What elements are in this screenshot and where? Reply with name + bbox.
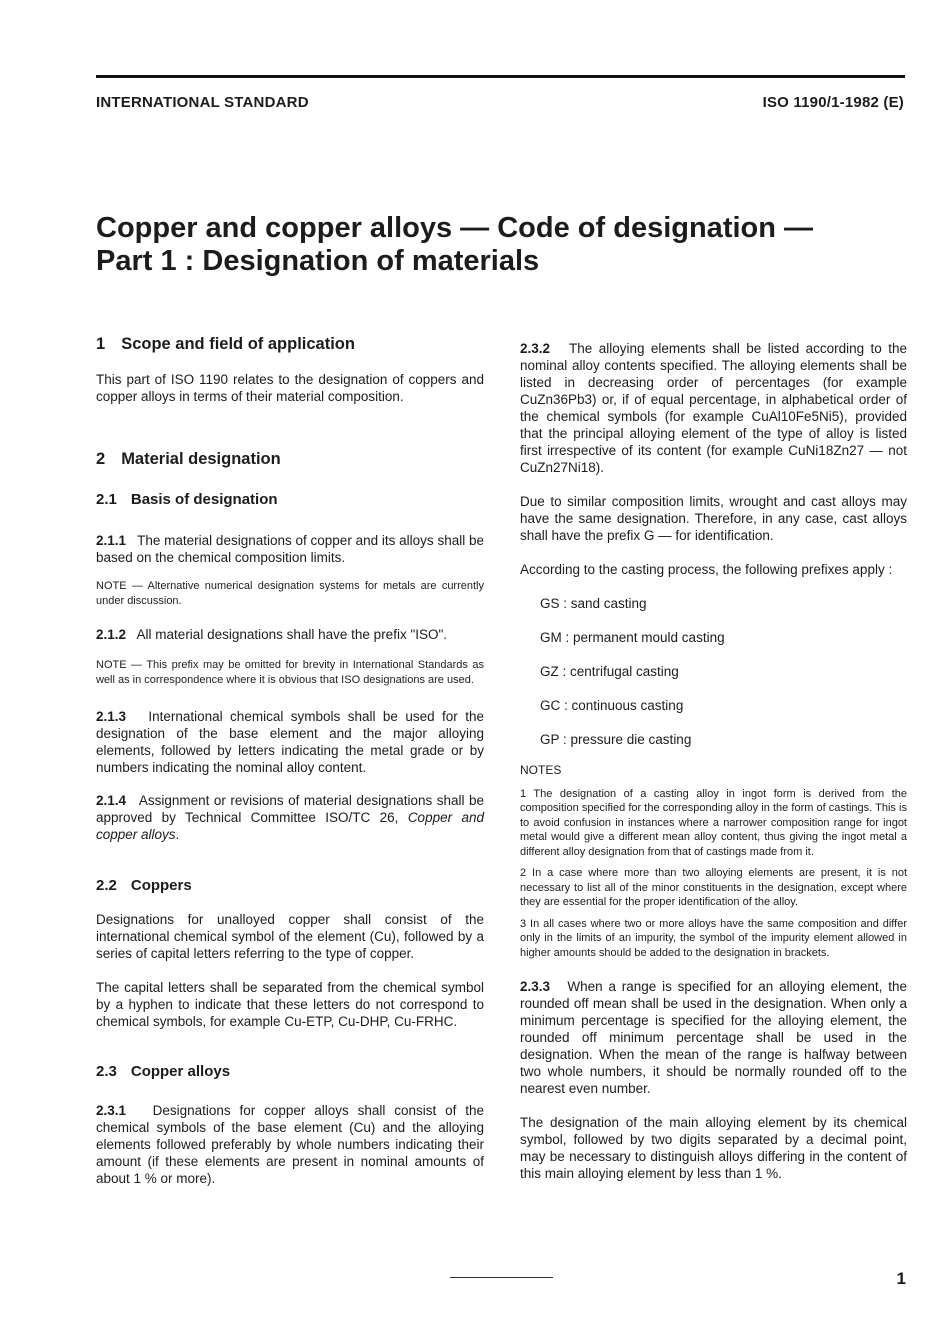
page-number: 1 [896, 1269, 906, 1288]
clause-2-1-3: 2.1.3 International chemical symbols shall be used for the designation of the base element and the major alloying elements, followed by letters indicating the metal grade or by numbers indicating the nominal alloy content. [96, 709, 484, 775]
section-2-3-heading: 2.3 Copper alloys [96, 1063, 231, 1080]
section-2-2-text-1: Designations for unalloyed copper shall consist of the international chemical symbol of the element (Cu), followed by a series of capital letters referring to the type of copper. [96, 912, 484, 961]
note-2-1-1: NOTE — Alternative numerical designation systems for metals are currently under discussion. [96, 580, 484, 607]
prefix-gs: GS : sand casting [540, 596, 647, 611]
section-1-heading: 1 Scope and field of application [96, 335, 355, 353]
note-2: 2 In a case where more than two alloying elements are present, it is not necessary to list all of the minor constituents in the designation, except where they are essential for the proper identification of the alloy. [520, 867, 907, 908]
document-title [96, 212, 896, 278]
note-2-1-2: NOTE — This prefix may be omitted for brevity in International Standards as well as in correspondence where it is obvious that ISO designations are used. [96, 659, 484, 686]
right-column [520, 330, 907, 1182]
prefix-gp: GP : pressure die casting [540, 732, 692, 747]
note-1: 1 The designation of a casting alloy in ingot form is derived from the composition specified for the corresponding alloy in the form of castings. This is to avoid confusion in instances where a narrower composition range for ingot metal would give a different mean alloy content, thus giving the ingot metal a different alloy designation from that of castings made from it. [520, 787, 907, 858]
section-2-2-heading: 2.2 Coppers [96, 877, 192, 894]
clause-2-1-2: 2.1.2 All material designations shall have the prefix "ISO". [96, 627, 448, 642]
prefix-gz: GZ : centrifugal casting [540, 664, 679, 679]
section-2-2-text-2: The capital letters shall be separated from the chemical symbol by a hyphen to indicate that these letters do not correspond to chemical symbols, for example Cu-ETP, Cu-DHP, Cu-FRHC. [96, 980, 484, 1029]
cast-alloy-paragraph: Due to similar composition limits, wrought and cast alloys may have the same designation. Therefore, in any case, cast alloys shall have the prefix G — for identification. [520, 494, 907, 543]
clause-2-3-3: 2.3.3 When a range is specified for an alloying element, the rounded off mean shall be used in the designation. When only a minimum percentage is specified for the alloying element, the rounded off minimum percentage shall be used in the designation. When the mean of the range is halfway between two whole numbers, it should be normally rounded off to the nearest even number. [520, 979, 907, 1096]
standard-label: INTERNATIONAL STANDARD [96, 94, 309, 111]
notes-label: NOTES [520, 763, 562, 777]
prefix-gm: GM : permanent mould casting [540, 630, 725, 645]
prefix-gc: GC : continuous casting [540, 698, 684, 713]
header-rule [96, 75, 905, 78]
clause-2-1-4: 2.1.4 Assignment or revisions of material designations shall be approved by Technical Committee ISO/TC 26, Copper and copper alloys. [96, 793, 485, 842]
title-line-2: Part 1 : Designation of materials [96, 245, 540, 277]
casting-prefix-list [540, 595, 907, 765]
main-element-paragraph: The designation of the main alloying element by its chemical symbol, followed by two digits separated by a decimal point, may be necessary to distinguish alloys differing in the content of this main alloying element by less than 1 %. [520, 1115, 907, 1181]
casting-process-intro: According to the casting process, the following prefixes apply : [520, 562, 893, 577]
clause-2-1-1: 2.1.1 The material designations of copper and its alloys shall be based on the chemical composition limits. [96, 533, 484, 565]
section-2-1-heading: 2.1 Basis of designation [96, 491, 278, 508]
left-column [96, 330, 484, 1187]
clause-2-3-2: 2.3.2 The alloying elements shall be listed according to the nominal alloy contents specified. The alloying elements shall be listed in decreasing order of percentages (for example CuZn36Pb3) or, if of equal percentage, in alphabetical order of the chemical symbols (for example CuAl10Fe5Ni5), provided that the principal alloying element of the type of alloy is listed first irrespective of its content (for example CuNi18Zn27 — not CuZn27Ni18). [520, 341, 907, 475]
clause-2-3-1: 2.3.1 Designations for copper alloys shall consist of the chemical symbols of the base element (Cu) and the alloying elements followed preferably by whole numbers indicating their amount (if these elements are present in nominal amounts of about 1 % or more). [96, 1103, 484, 1186]
section-1-text: This part of ISO 1190 relates to the designation of coppers and copper alloys in terms of their material composition. [96, 372, 484, 404]
title-line-1: Copper and copper alloys — Code of designation — [96, 212, 814, 244]
section-2-heading: 2 Material designation [96, 450, 281, 468]
footer-rule [450, 1277, 553, 1278]
note-3: 3 In all cases where two or more alloys have the same composition and differ only in the limits of an impurity, the symbol of the impurity element allowed in higher amounts should be added to the designation in brackets. [520, 917, 907, 959]
standard-number: ISO 1190/1-1982 (E) [762, 94, 904, 111]
